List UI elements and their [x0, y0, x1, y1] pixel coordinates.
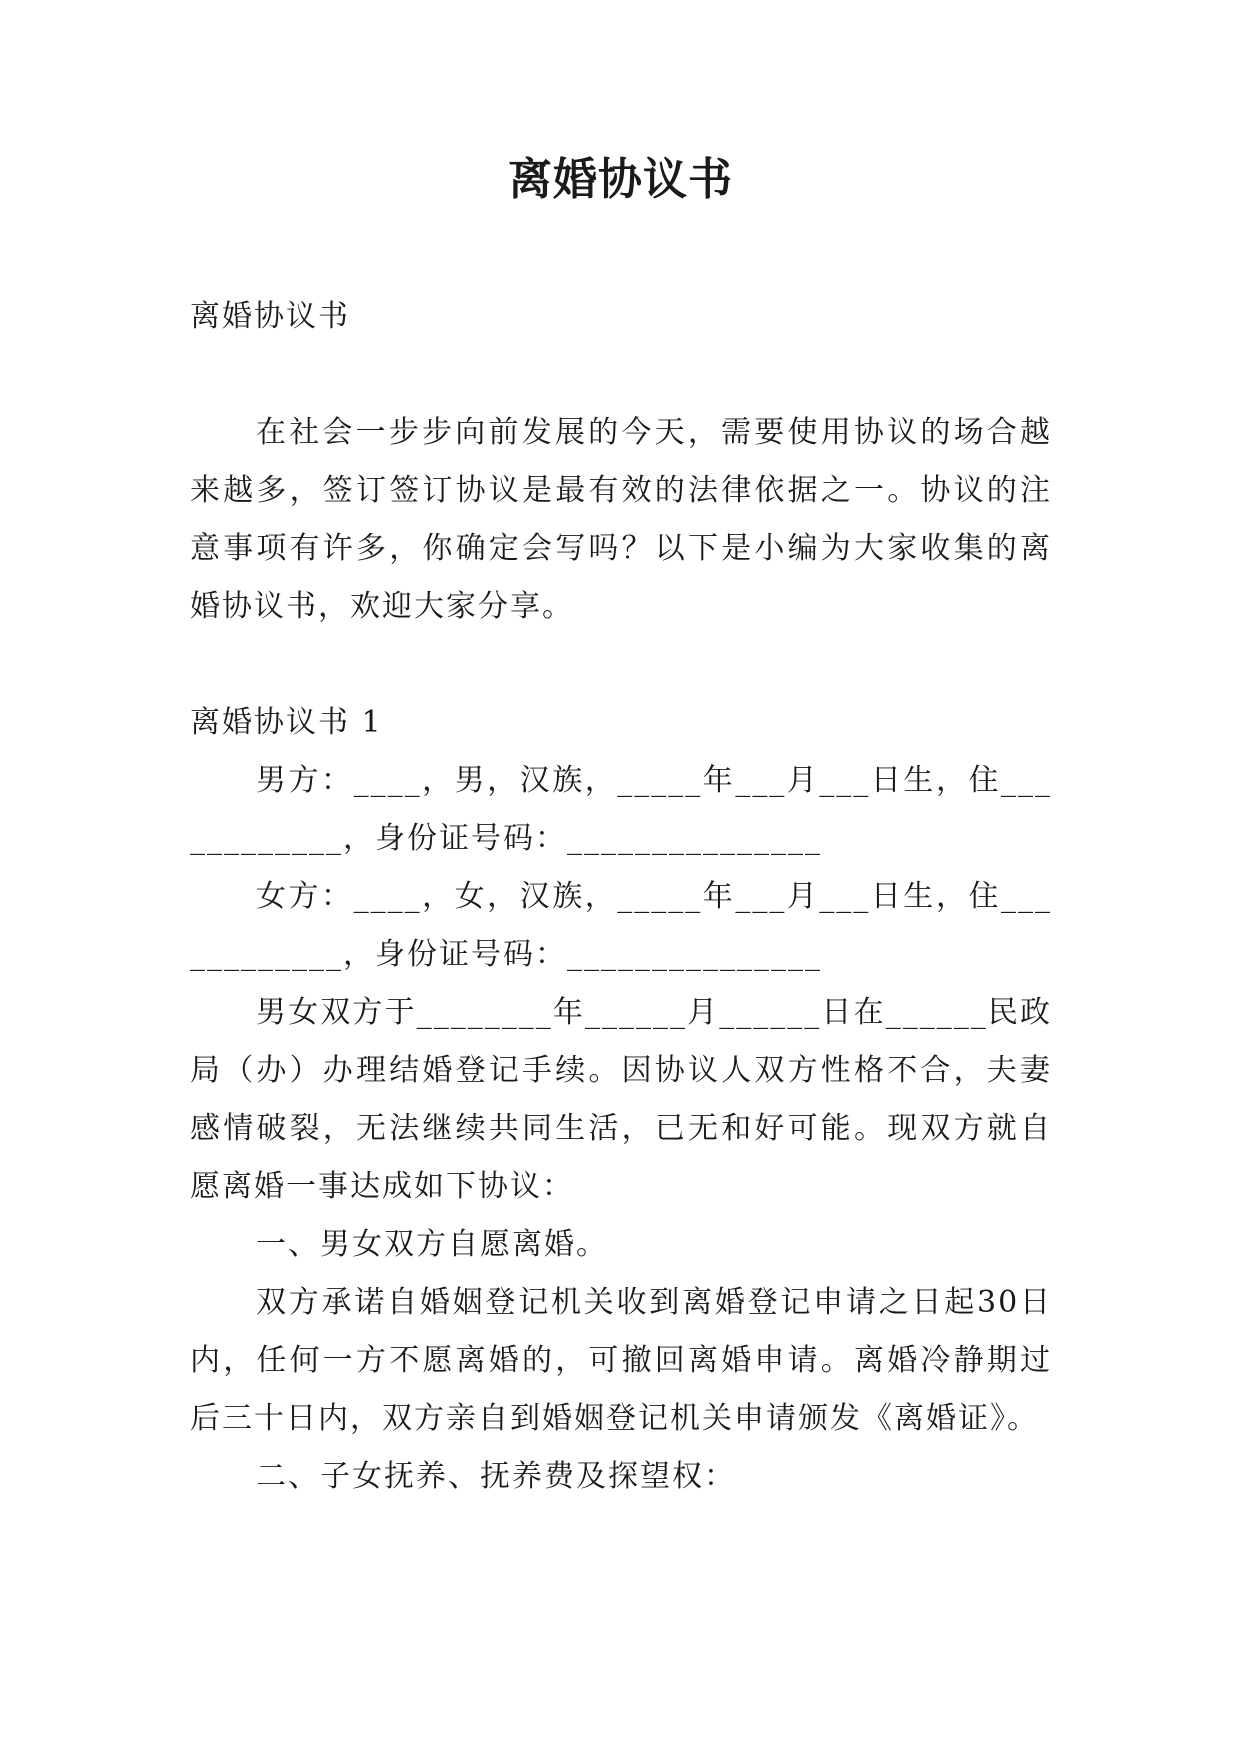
marriage-paragraph: 男女双方于________年______月______日在______民政局（办）办理结婚登记手续。因协议人双方性格不合，夫妻感情破裂，无法继续共同生活，已无和好可能。现双方就自愿离婚一事达成如下协议： [190, 995, 1052, 1204]
intro-paragraph: 在社会一步步向前发展的今天，需要使用协议的场合越来越多，签订签订协议是最有效的法律依据之一。协议的注意事项有许多，你确定会写吗？以下是小编为大家收集的离婚协议书，欢迎大家分享。 [190, 415, 1052, 624]
section-heading: 离婚协议书 1 [190, 705, 383, 740]
clause-1-body: 双方承诺自婚姻登记机关收到离婚登记申请之日起30日内，任何一方不愿离婚的，可撤回离婚申请。离婚冷静期过后三十日内，双方亲自到婚姻登记机关申请颁发《离婚证》。 [190, 1285, 1052, 1436]
document-title: 离婚协议书 [508, 154, 733, 205]
female-party-line: 女方：____，女，汉族，_____年___月___日生，住____________，身份证号码：_______________ [190, 879, 1052, 972]
male-party-line: 男方：____，男，汉族，_____年___月___日生，住____________，身份证号码：_______________ [190, 763, 1052, 856]
document-subtitle: 离婚协议书 [190, 299, 350, 334]
clause-1-title: 一、男女双方自愿离婚。 [256, 1227, 608, 1262]
clause-2-title: 二、子女抚养、抚养费及探望权： [256, 1459, 736, 1494]
document-body [190, 288, 1052, 1506]
